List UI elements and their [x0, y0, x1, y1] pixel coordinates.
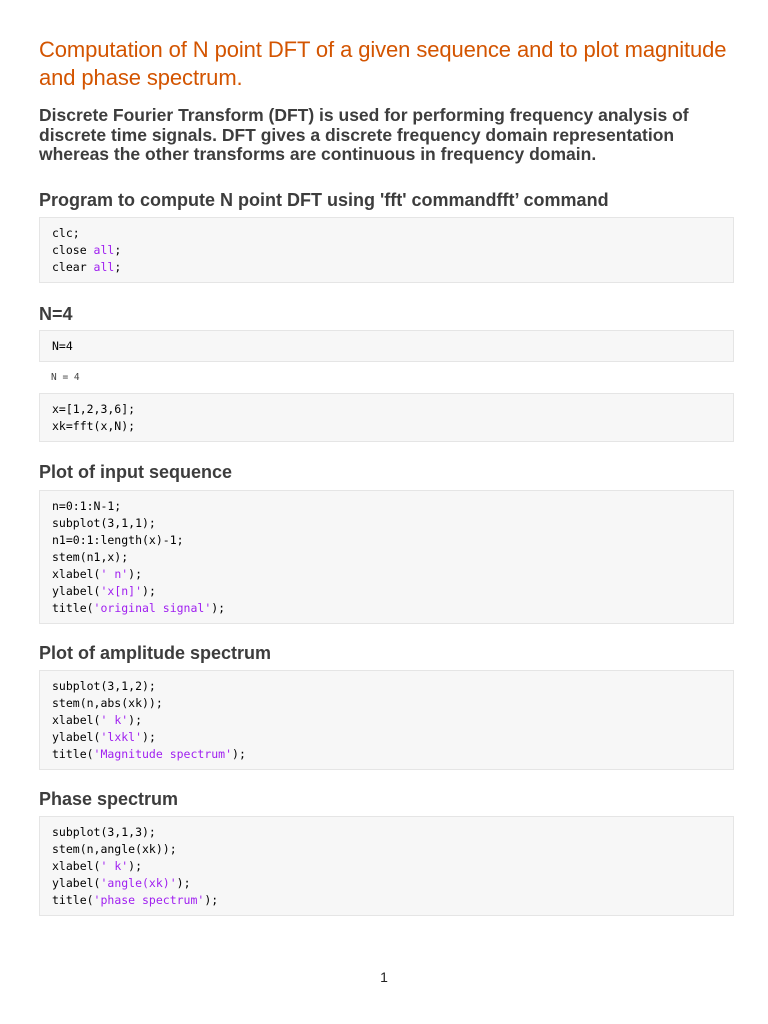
code-line: [52, 401, 721, 418]
code-line: [52, 549, 721, 566]
code-text: subplot(3,1,3);: [52, 824, 156, 839]
code-line: [52, 225, 721, 242]
code-text: stem(n,angle(xk));: [52, 841, 177, 856]
string-literal: 'original signal': [93, 600, 212, 615]
code-text: xlabel(: [52, 566, 101, 581]
string-literal: ' n': [100, 566, 129, 581]
section-heading-amplitude: Plot of amplitude spectrum: [39, 642, 272, 663]
code-line: [52, 600, 721, 617]
code-text: subplot(3,1,1);: [52, 515, 156, 530]
page-number: 1: [380, 969, 388, 985]
code-line: [52, 498, 721, 515]
code-text: );: [142, 583, 156, 598]
code-line: [52, 259, 721, 276]
code-text: );: [204, 892, 219, 907]
page-title: Computation of N point DFT of a given sequence and to plot magnitude and phase spectrum.: [39, 37, 727, 90]
code-text: stem(n1,x);: [52, 549, 129, 564]
code-line: [52, 729, 721, 746]
code-text: );: [128, 712, 143, 727]
string-literal: all: [93, 242, 115, 257]
section-heading-fft: Program to compute N point DFT using 'fft' commandfft’ command: [39, 189, 609, 210]
code-text: close: [52, 242, 94, 257]
intro-paragraph: Discrete Fourier Transform (DFT) is used for performing frequency analysis of discrete time signals. DFT gives a discrete frequency domain representation whereas the other transforms are continuous in frequency domain.: [39, 105, 689, 164]
code-line: [52, 418, 721, 435]
code-text: xlabel(: [52, 858, 101, 873]
string-literal: 'x[n]': [100, 583, 143, 598]
code-line: [52, 858, 721, 875]
code-text: );: [176, 875, 191, 890]
code-line: [52, 824, 721, 841]
code-block-phase-plot: [39, 816, 734, 916]
code-text: title(: [52, 600, 94, 615]
code-text: xk=fft(x,N);: [52, 418, 136, 433]
code-text: subplot(3,1,2);: [52, 678, 156, 693]
code-text: N=4: [52, 338, 73, 353]
code-line: [52, 242, 721, 259]
code-text: ;: [114, 242, 122, 257]
string-literal: ' k': [100, 858, 129, 873]
code-line: [52, 712, 721, 729]
code-text: clear: [52, 259, 94, 274]
code-block-n: [39, 330, 734, 362]
code-text: ylabel(: [52, 583, 101, 598]
code-line: [52, 892, 721, 909]
code-block-fft: [39, 393, 734, 442]
code-block-setup: [39, 217, 734, 283]
string-literal: all: [93, 259, 115, 274]
string-literal: ' k': [100, 712, 129, 727]
string-literal: 'Magnitude spectrum': [93, 746, 233, 761]
code-line: [52, 695, 721, 712]
code-line: [52, 515, 721, 532]
code-text: x=[1,2,3,6];: [52, 401, 136, 416]
code-line: [52, 532, 721, 549]
code-output: N = 4: [51, 371, 80, 383]
code-text: ylabel(: [52, 729, 101, 744]
code-line: [52, 678, 721, 695]
string-literal: 'phase spectrum': [93, 892, 205, 907]
code-text: title(: [52, 892, 94, 907]
code-block-amplitude-plot: [39, 670, 734, 770]
code-text: ;: [114, 259, 122, 274]
code-text: n=0:1:N-1;: [52, 498, 122, 513]
code-text: );: [211, 600, 226, 615]
code-block-input-plot: [39, 490, 734, 624]
code-line: [52, 566, 721, 583]
code-line: [52, 875, 721, 892]
document-page: [39, 36, 734, 916]
section-heading-phase: Phase spectrum: [39, 788, 179, 809]
code-text: );: [232, 746, 246, 761]
code-text: ylabel(: [52, 875, 101, 890]
code-text: title(: [52, 746, 94, 761]
code-line: [52, 583, 721, 600]
code-text: n1=0:1:length(x)-1;: [52, 532, 184, 547]
string-literal: 'angle(xk)': [100, 875, 177, 890]
code-text: );: [128, 858, 143, 873]
string-literal: 'lxkl': [100, 729, 143, 744]
code-line: [52, 338, 721, 355]
code-line: [52, 746, 721, 763]
code-text: stem(n,abs(xk));: [52, 695, 163, 710]
code-text: clc;: [52, 225, 80, 240]
code-text: xlabel(: [52, 712, 101, 727]
code-line: [52, 841, 721, 858]
code-text: );: [128, 566, 143, 581]
code-text: );: [142, 729, 156, 744]
section-heading-n: N=4: [39, 303, 73, 324]
section-heading-input-sequence: Plot of input sequence: [39, 461, 233, 482]
